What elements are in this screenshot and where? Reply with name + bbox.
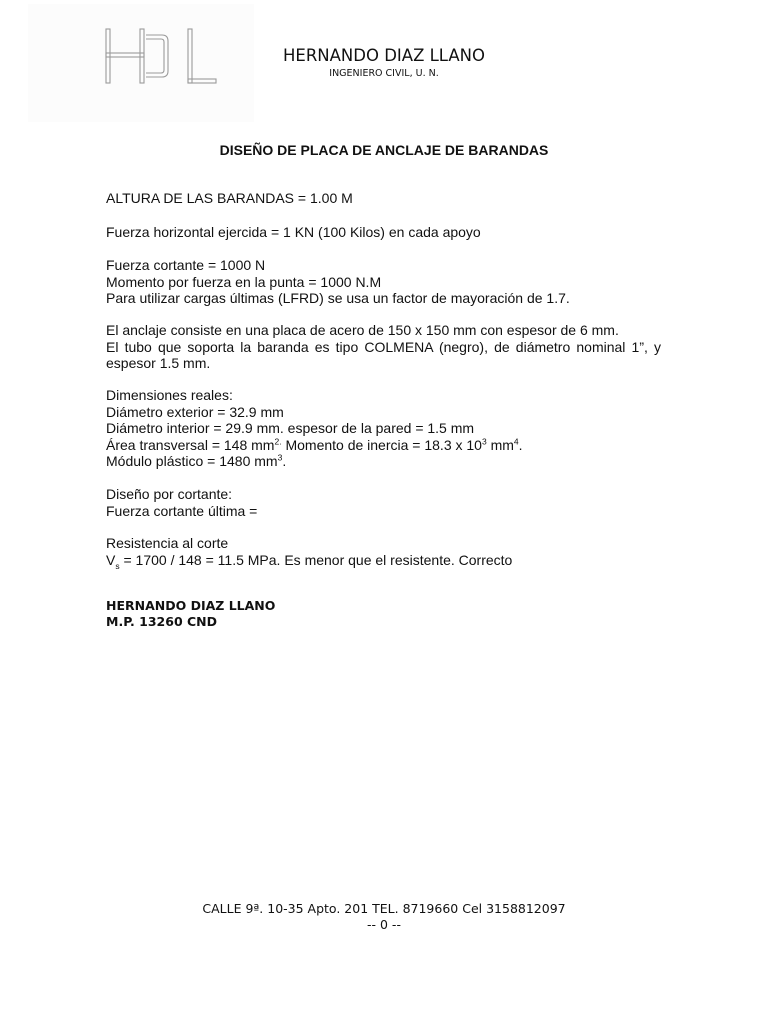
vs-line: $V_s = 1700 / 148 = 11.5$ MPa. Es menor que el resistente. Correcto [106,551,513,571]
letterhead-name: HERNANDO DIAZ LLANO [283,46,485,65]
page-number: -- 0 -- [367,916,401,932]
tube-line: El tubo que soporta la baranda es tipo COLMENA (negro), de diámetro nominal 1”, y espesor 1.5 mm. [106,338,661,371]
plastic-modulus-line: Módulo plástico = 1480 $mm^3$. [106,452,287,469]
footer [150,901,618,932]
signature-license: M.P. 13260 CND [106,613,218,629]
shear-force-line: Fuerza cortante = 1000 N [106,257,266,273]
resistance-paragraph [106,535,661,571]
resistance-heading: Resistencia al corte [106,535,229,551]
anchor-paragraph [106,322,661,372]
signature-block [106,598,506,629]
ultimate-shear-line: Fuerza cortante última = [106,502,258,519]
shear-design-paragraph [106,486,661,519]
dims-heading: Dimensiones reales: [106,387,233,403]
height-line: ALTURA DE LAS BARANDAS = 1.00 M [106,190,353,206]
loads-paragraph [106,257,661,307]
dimensions-paragraph [106,387,661,470]
outer-diameter-line: Diámetro exterior = 32.9 mm [106,403,284,420]
factor-line: Para utilizar cargas últimas (LFRD) se usa un factor de mayoración de 1.7. [106,290,570,306]
letterhead-subtitle: INGENIERO CIVIL, U. N. [329,68,439,79]
footer-address: CALLE 9ª. 10-35 Apto. 201 TEL. 8719660 Cel 3158812097 [202,901,566,916]
hdl-logo [104,27,218,85]
inner-diameter-line: Diámetro interior = 29.9 mm. espesor de la pared = 1.5 mm [106,420,475,436]
document-title: DISEÑO DE PLACA DE ANCLAJE DE BARANDAS [219,142,549,158]
shear-design-heading: Diseño por cortante: [106,486,233,502]
signature-name: HERNANDO DIAZ LLANO [106,598,276,613]
anchor-line: El anclaje consiste en una placa de acero de 150 x 150 mm con espesor de 6 mm. [106,322,619,338]
moment-line: Momento por fuerza en la punta = 1000 N.M [106,273,382,290]
force-line: Fuerza horizontal ejercida = 1 KN (100 Kilos) en cada apoyo [106,224,481,240]
area-inertia-line: Área transversal = 148 $mm^{2.}$ Momento de inercia = 18.3 x $10^3$ $mm^4$. [106,435,523,453]
